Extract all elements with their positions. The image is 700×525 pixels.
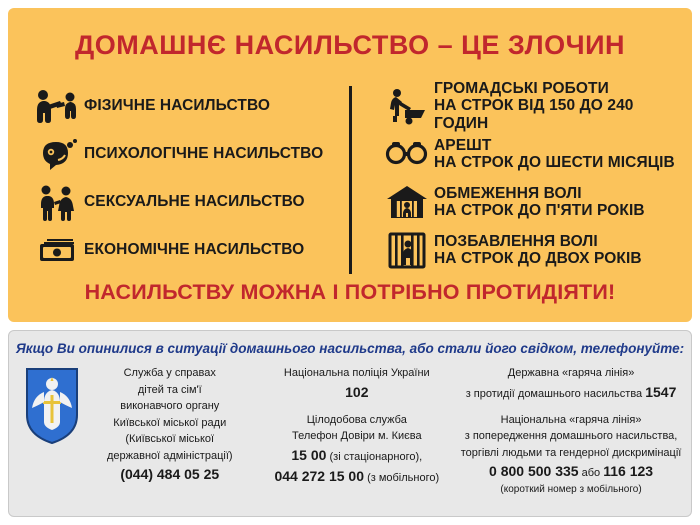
trustline-number-2-note: (з мобільного) [367,471,440,484]
city-service-line: дітей та сім'ї [137,383,202,396]
trustline-number-1[interactable]: 15 00 [291,446,327,463]
page-title: ДОМАШНЄ НАСИЛЬСТВО – ЦЕ ЗЛОЧИН [75,30,625,60]
list-item [30,178,350,226]
main-info-panel [8,8,692,322]
list-item-label: АРЕШТ НА СТРОК ДО ШЕСТИ МІСЯЦІВ [434,136,675,171]
national-hotline-note: (короткий номер з мобільного) [500,484,642,495]
prison-icon [380,228,434,272]
handcuffs-icon [380,132,434,176]
trustline-number-1-note: (зі стаціонарного), [329,450,423,463]
contacts-panel [8,330,692,517]
list-item [380,226,692,274]
trustline-title-1: Цілодобова служба [306,413,407,426]
city-service-line: виконавчого органу [120,400,220,412]
list-item [30,130,350,178]
sexual-violence-icon [30,180,84,224]
national-hotline-numbers-row [459,461,683,482]
violence-types-list [8,82,350,274]
list-item-label: ПОЗБАВЛЕННЯ ВОЛІ НА СТРОК ДО ДВОХ РОКІВ [434,232,642,267]
national-hotline-title-3: торгівлі людьми та гендерної дискримінації [460,446,682,459]
kyiv-coat-of-arms-icon [23,367,81,445]
list-item-label: ОБМЕЖЕННЯ ВОЛІ НА СТРОК ДО П'ЯТИ РОКІВ [434,184,645,219]
contacts-column-hotlines [459,365,691,497]
city-service-line: державної адміністрації) [106,449,233,462]
trustline-number-2[interactable]: 044 272 15 00 [274,467,364,484]
contacts-title: Якщо Ви опинилися в ситуації домашнього насильства, або стали його свідком, телефонуйте: [15,341,685,356]
house-arrest-icon [380,180,434,224]
contacts-columns [9,365,691,497]
national-hotline-title-1: Національна «гаряча лінія» [500,413,642,426]
contacts-column-city-service [9,365,255,485]
spacer [459,403,683,412]
city-service-line: (Київської міської [125,433,215,445]
police-number[interactable]: 102 [345,383,369,400]
list-item-label: СЕКСУАЛЬНЕ НАСИЛЬСТВО [84,193,305,211]
call-to-action: НАСИЛЬСТВУ МОЖНА І ПОТРІБНО ПРОТИДІЯТИ! [84,280,616,304]
spacer [255,403,460,412]
national-hotline-number-2[interactable]: 116 123 [603,463,654,479]
list-item [380,79,692,132]
national-hotline-number-1[interactable]: 0 800 500 335 [489,463,579,479]
list-item [380,178,692,226]
list-item-label: ЕКОНОМІЧНЕ НАСИЛЬСТВО [84,241,305,259]
city-service-phone[interactable]: (044) 484 05 25 [120,466,220,482]
national-hotline-number-separator: або [581,467,601,479]
community-service-icon [380,84,434,128]
list-item [30,226,350,274]
city-service-line: Київської міської ради [113,416,227,429]
contacts-column-police [255,365,460,487]
list-item-label: ПСИХОЛОГІЧНЕ НАСИЛЬСТВО [84,145,324,163]
city-service-line: Служба у справах [123,367,216,379]
state-hotline-title-2-row [459,382,683,403]
list-item-label: ФІЗИЧНЕ НАСИЛЬСТВО [84,97,271,115]
list-item-label: ГРОМАДСЬКІ РОБОТИ НА СТРОК ВІД 150 ДО 240 ГОДИН [434,79,634,132]
psychological-violence-icon [30,132,84,176]
physical-violence-icon [30,84,84,128]
state-hotline-title-1: Державна «гаряча лінія» [507,367,635,379]
national-hotline-title-2: з попередження домашнього насильства, [464,430,678,442]
columns-wrapper [8,79,692,274]
punishments-list [350,79,692,274]
state-hotline-title-2: з протидії домашнього насильства [465,387,643,400]
trustline-number-1-row [255,445,460,466]
state-hotline-number[interactable]: 1547 [645,383,677,400]
city-service-text [81,365,255,485]
trustline-title-2: Телефон Довіри м. Києва [291,430,422,442]
list-item [30,82,350,130]
economic-violence-icon [30,228,84,272]
list-item [380,130,692,178]
trustline-number-2-row [255,466,460,487]
police-title: Національна поліція України [283,367,430,379]
